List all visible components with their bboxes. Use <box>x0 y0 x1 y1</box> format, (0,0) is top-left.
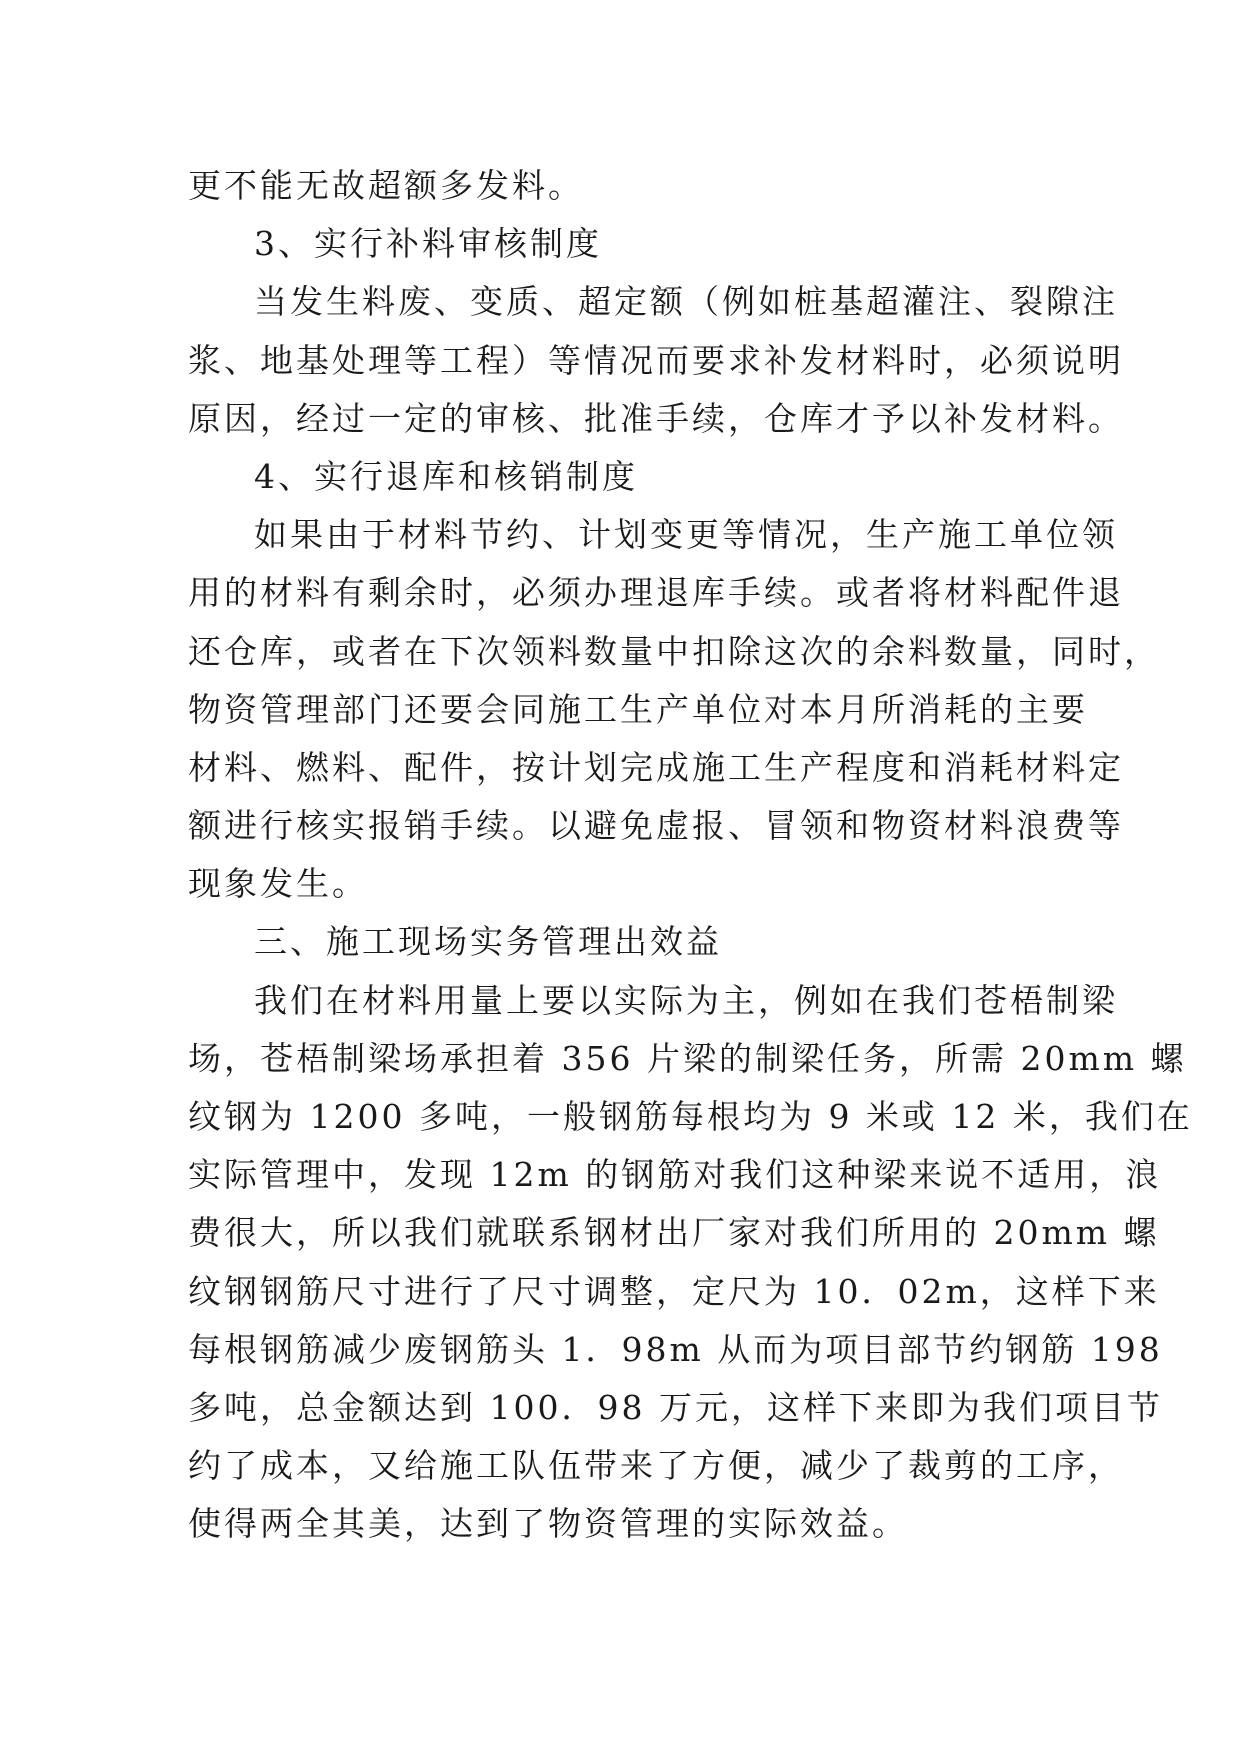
text-line: 如果由于材料节约、计划变更等情况，生产施工单位领 <box>254 515 1118 555</box>
text-line: 更不能无故超额多发料。 <box>188 166 584 205</box>
text-line: 多吨，总金额达到 100．98 万元，这样下来即为我们项目节 <box>188 1387 1163 1427</box>
text-line: 当发生料废、变质、超定额（例如桩基超灌注、裂隙注 <box>254 282 1118 322</box>
text-line: 纹钢钢筋尺寸进行了尺寸调整，定尺为 10．02m，这样下来 <box>188 1271 1160 1311</box>
text-line: 费很大，所以我们就联系钢材出厂家对我们所用的 20mm 螺 <box>188 1213 1160 1253</box>
text-line: 约了成本，又给施工队伍带来了方便，减少了裁剪的工序， <box>188 1446 1124 1486</box>
section-heading: 4、实行退库和核销制度 <box>254 456 638 496</box>
body-text <box>188 157 1193 1554</box>
text-line: 场，苍梧制梁场承担着 356 片梁的制梁任务，所需 20mm 螺 <box>188 1038 1187 1078</box>
text-line: 原因，经过一定的审核、批准手续，仓库才予以补发材料。 <box>188 398 1124 438</box>
section-heading: 三、施工现场实务管理出效益 <box>254 922 722 962</box>
text-line: 我们在材料用量上要以实际为主，例如在我们苍梧制梁 <box>254 980 1118 1020</box>
text-line: 额进行核实报销手续。以避免虚报、冒领和物资材料浪费等 <box>188 806 1124 846</box>
text-line: 还仓库，或者在下次领料数量中扣除这次的余料数量，同时， <box>188 631 1160 671</box>
text-line: 使得两全其美，达到了物资管理的实际效益。 <box>188 1504 908 1544</box>
section-heading: 3、实行补料审核制度 <box>254 224 602 264</box>
text-line: 物资管理部门还要会同施工生产单位对本月所消耗的主要 <box>188 689 1088 729</box>
text-line: 纹钢为 1200 多吨，一般钢筋每根均为 9 米或 12 米，我们在 <box>188 1097 1193 1136</box>
text-line: 实际管理中，发现 12m 的钢筋对我们这种梁来说不适用，浪 <box>188 1155 1162 1195</box>
text-line: 浆、地基处理等工程）等情况而要求补发材料时，必须说明 <box>188 340 1124 380</box>
text-line: 每根钢筋减少废钢筋头 1．98m 从而为项目部节约钢筋 198 <box>188 1329 1163 1369</box>
text-line: 现象发生。 <box>188 864 368 904</box>
text-line: 用的材料有剩余时，必须办理退库手续。或者将材料配件退 <box>188 573 1124 613</box>
text-line: 材料、燃料、配件，按计划完成施工生产程度和消耗材料定 <box>188 747 1124 787</box>
